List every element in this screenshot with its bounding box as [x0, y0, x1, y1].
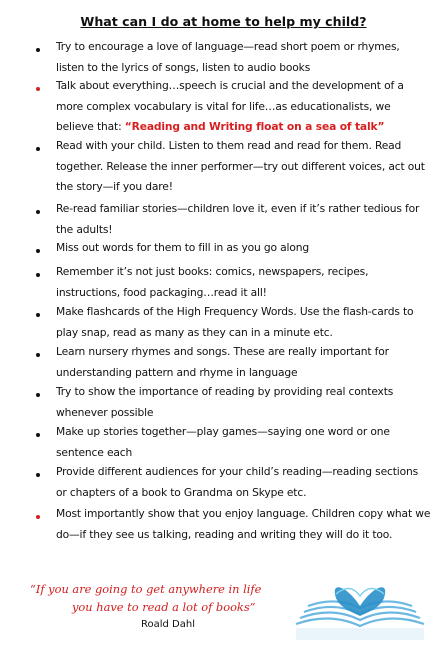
tip-body: Most importantly show that you enjoy language. Children copy what we do—if they see us talking, reading and writing they will do it too. — [56, 507, 431, 541]
open-book-icon — [290, 572, 430, 644]
bullet-icon — [36, 353, 40, 357]
bullet-icon — [36, 473, 40, 477]
quote-author: Roald Dahl — [141, 619, 195, 630]
tip-text — [56, 37, 431, 78]
tip-body: Talk about everything…speech is crucial and the development of a more complex vocabulary is vital for life…as educationalists, we believe that: — [56, 79, 404, 133]
bullet-icon — [36, 210, 40, 214]
quote — [30, 580, 290, 616]
tip-body: Remember it’s not just books: comics, newspapers, recipes, instructions, food packaging…read it all! — [56, 265, 369, 299]
bullet-icon — [36, 433, 40, 437]
tip-body: Provide different audiences for your child’s reading—reading sections or chapters of a book to Grandma on Skype etc. — [56, 465, 419, 499]
bullet-icon — [36, 313, 40, 317]
tip-body: Re-read familiar stories—children love it, even if it’s rather tedious for the adults! — [56, 202, 420, 236]
bullet-icon — [36, 249, 40, 253]
tip-text — [56, 462, 431, 503]
quote-line-2: you have to read a lot of books” — [72, 600, 256, 614]
tip-text — [56, 262, 431, 303]
tip-body: Make flashcards of the High Frequency Words. Use the flash-cards to play snap, read as many as they can in a minute etc. — [56, 305, 414, 339]
tip-text — [56, 199, 431, 240]
tip-body: Learn nursery rhymes and songs. These are really important for understanding pattern and rhyme in language — [56, 345, 389, 379]
bullet-icon — [36, 515, 40, 519]
bullet-icon — [36, 393, 40, 397]
tip-body: Try to show the importance of reading by providing real contexts whenever possible — [56, 385, 394, 419]
tip-text — [56, 136, 431, 198]
tip-text — [56, 238, 431, 259]
page-title: What can I do at home to help my child? — [80, 14, 367, 29]
tip-body: Try to encourage a love of language—read short poem or rhymes, listen to the lyrics of songs, listen to audio books — [56, 40, 400, 74]
tip-text — [56, 302, 431, 343]
tip-highlight: “Reading and Writing float on a sea of talk” — [124, 120, 385, 133]
bullet-icon — [36, 273, 40, 277]
tip-body: Read with your child. Listen to them read and read for them. Read together. Release the inner performer—try out different voices, act out the story—if you dare! — [56, 139, 425, 193]
bullet-icon — [36, 147, 40, 151]
bullet-icon — [36, 87, 40, 91]
tip-body: Make up stories together—play games—saying one word or one sentence each — [56, 425, 390, 459]
tip-text — [56, 422, 431, 463]
tip-text — [56, 342, 431, 383]
tip-text — [56, 504, 431, 545]
bullet-icon — [36, 48, 40, 52]
quote-line-1: “If you are going to get anywhere in life — [30, 582, 262, 596]
tip-text — [56, 76, 431, 138]
tip-body: Miss out words for them to fill in as you go along — [56, 241, 310, 254]
tip-text — [56, 382, 431, 423]
